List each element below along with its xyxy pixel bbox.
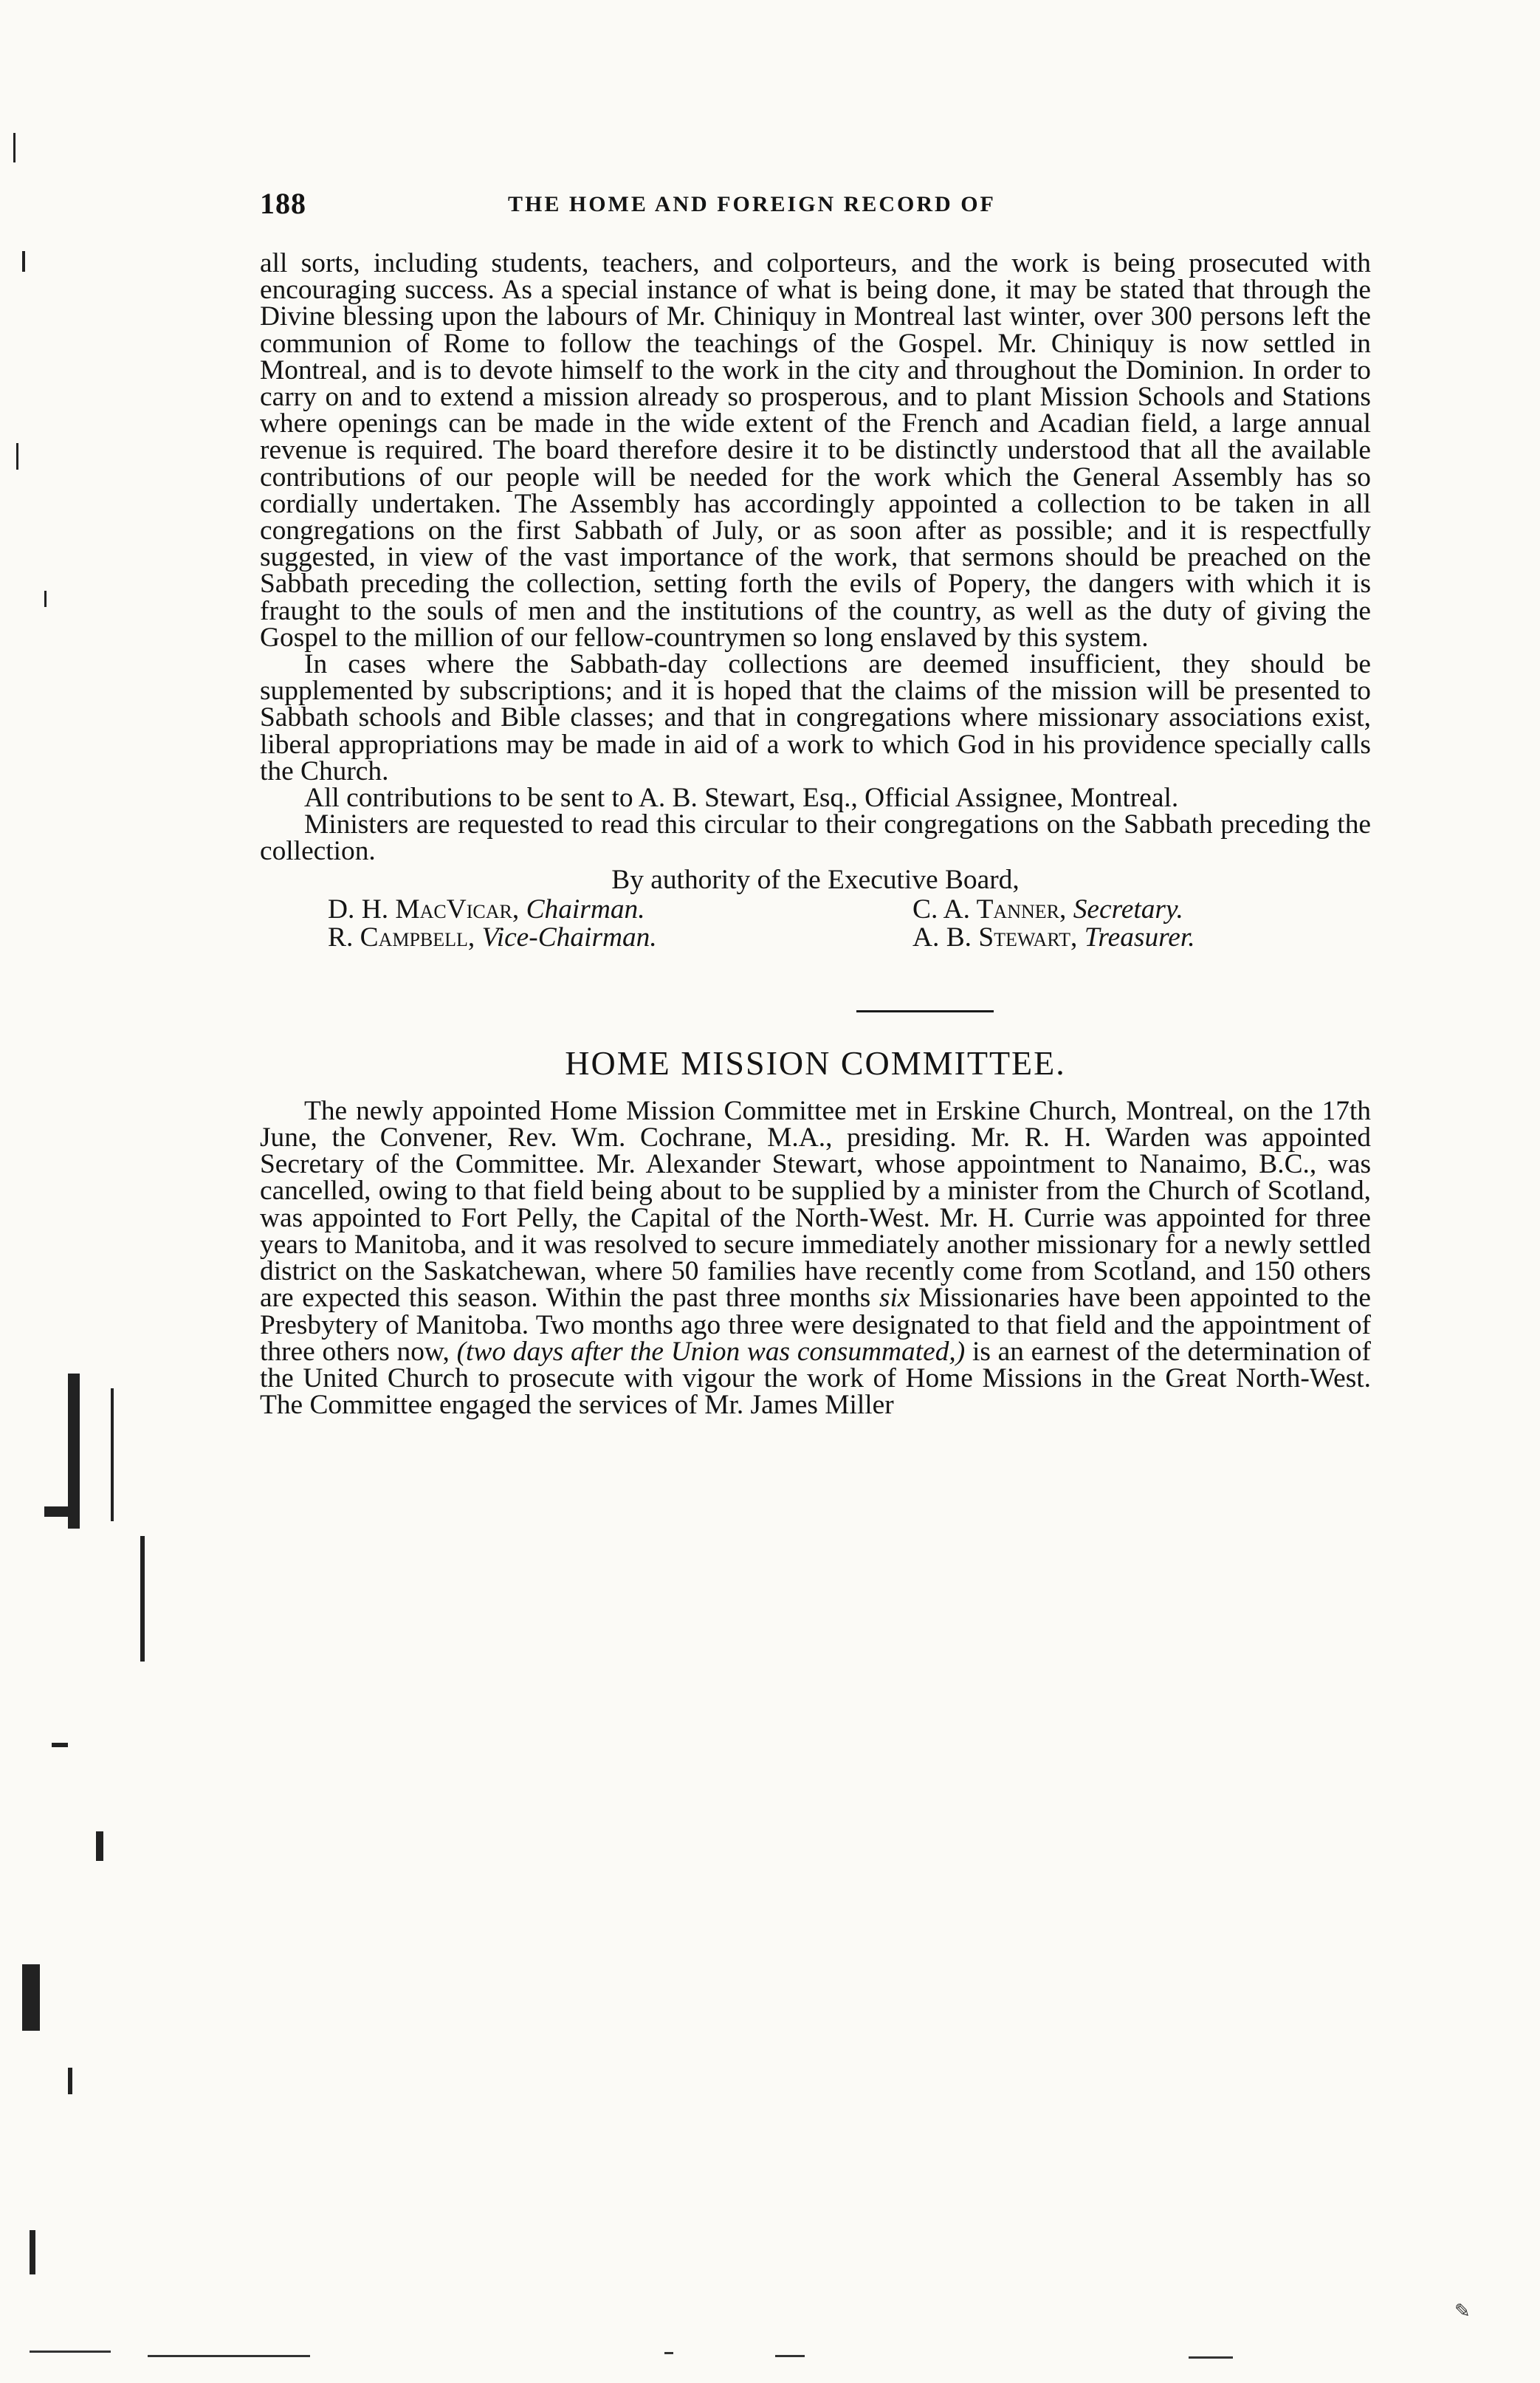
signature-vice-chairman: R. Campbell, Vice-Chairman. [328,922,657,953]
running-head [260,186,1371,230]
corner-mark: ✎ [1454,2300,1471,2322]
signature-secretary: C. A. Tanner, Secretary. [912,894,1183,925]
paragraph-committee: The newly appointed Home Mission Committee met in Erskine Church, Montreal, on the 17th June, the Convener, Rev. Wm. Cochrane, M.A., presiding. Mr. R. H. Warden was appointed Secretary of the Committee. Mr. Alexander Stewart, whose appointment to Nanaimo, B.C., was cancelled, owing to that field being about to be supplied by a minister from the Church of Scotland, was appointed to Fort Pelly, the Capital of the North-West. Mr. H. Currie was appointed for three years to Manitoba, and it was resolved to secure immediately another missionary for a newly settled district on the Saskatchewan, where 50 families have recently come from Scotland, and 150 others are expected this season. Within the past three months six Missionaries have been appointed to the Presbytery of Manitoba. Two months ago three were designated to that field and the appointment of three others now, (two days after the Union was consummated,) is an earnest of the determination of the United Church to prosecute with vigour the work of Home Missions in the Great North-West. The Committee engaged the services of Mr. James Miller [260,1095,1371,1421]
running-title: THE HOME AND FOREIGN RECORD OF [508,192,996,216]
section-divider [856,1010,994,1012]
scan-footer-noise [22,2345,1277,2367]
signature-chairman: D. H. MacVicar, Chairman. [328,894,645,925]
paragraph-continued: all sorts, including students, teachers, and colporteurs, and the work is being prosecuted with encouraging success. As a special instance of what is being done, it may be stated that through the Divine blessing upon the labours of Mr. Chiniquy in Montreal last winter, over 300 persons left the communion of Rome to follow the teachings of the Gospel. Mr. Chiniquy is now settled in Montreal, and is to devote himself to the work in the city and throughout the Dominion. In order to carry on and to extend a mission already so prosperous, and to plant Mission Schools and Stations where openings can be made in the wide extent of the French and Acadian field, a large annual revenue is required. The board therefore desire it to be distinctly understood that all the available contributions of our people will be needed for the work which the General Assembly has so cordially undertaken. The Assembly has accordingly appointed a collection to be taken in all congregations on the first Sabbath of July, or as soon after as possible; and it is respectfully suggested, in view of the vast importance of the work, that sermons should be preached on the Sabbath preceding the collection, setting forth the evils of Popery, the dangers with which it is fraught to the souls of men and the institutions of the country, as well as the duty of giving the Gospel to the million of our fellow-countrymen so long enslaved by this system. [260,248,1371,653]
page-number: 188 [260,187,306,220]
authority-line: By authority of the Executive Board, [611,864,1020,895]
paragraph-ministers: Ministers are requested to read this circular to their congregations on the Sabbath preceding the collection. [260,809,1371,867]
paragraph-contributions: All contributions to be sent to A. B. Stewart, Esq., Official Assignee, Montreal. [304,783,1179,814]
scan-edge-noise [0,133,162,2348]
paragraph-collections: In cases where the Sabbath-day collections are deemed insufficient, they should be supplemented by subscriptions; and it is hoped that the claims of the mission will be presented to Sabbath schools and Bible classes; and that in congregations where missionary associations exist, liberal appropriations may be made in aid of a work to which God in his providence specially calls the Church. [260,649,1371,786]
main-text [260,250,1371,1419]
signature-treasurer: A. B. Stewart, Treasurer. [912,922,1195,953]
section-heading: HOME MISSION COMMITTEE. [565,1043,1066,1082]
signature-block [260,896,1371,970]
